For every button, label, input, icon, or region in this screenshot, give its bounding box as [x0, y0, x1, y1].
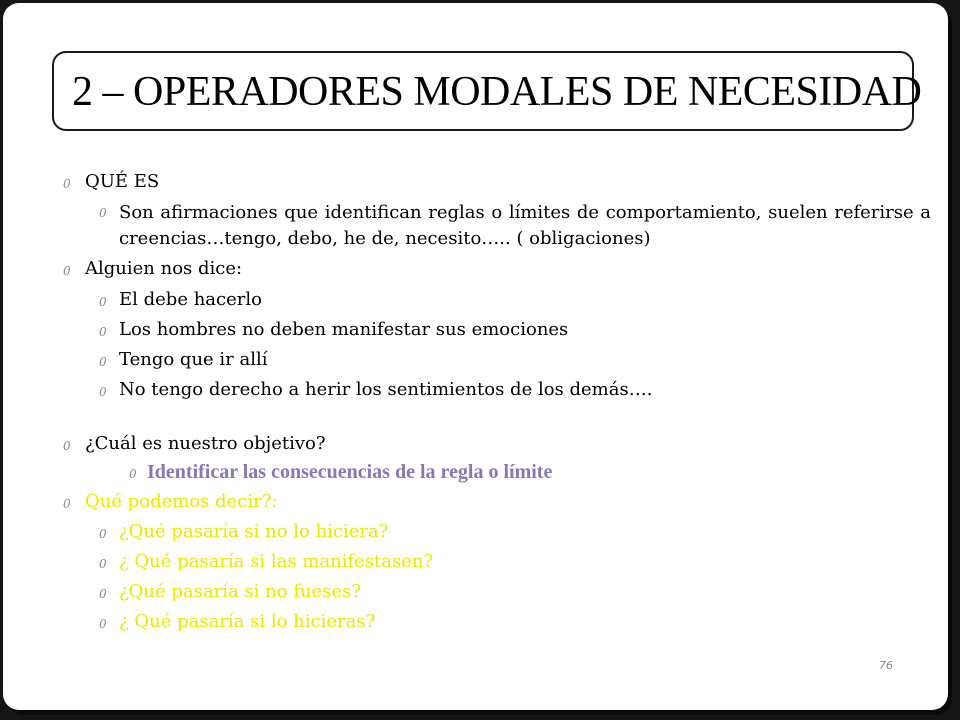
ejemplo-item: [63, 319, 933, 349]
ejemplo-item: [63, 349, 933, 379]
ejemplo-text: Tengo que ir allí: [119, 349, 268, 370]
bullet-marker: 0: [99, 385, 107, 399]
bullet-marker: 0: [63, 497, 71, 511]
bullet-decir: [63, 491, 933, 521]
bullet-text: Qué podemos decir?:: [85, 491, 278, 512]
bullet-marker: 0: [63, 439, 71, 453]
bullet-text: Son afirmaciones que identifican reglas o límites de comportamiento, suelen referirse a creencias…tengo, debo, he de, necesito….. ( obligaciones): [119, 202, 931, 249]
bullet-marker: 0: [99, 355, 107, 369]
slide: [3, 3, 948, 710]
bullet-marker: 0: [99, 557, 107, 571]
page-number: 76: [879, 659, 893, 672]
pregunta-text: ¿Qué pasaría si no lo hiciera?: [119, 521, 389, 542]
bullet-marker: 0: [99, 527, 107, 541]
slide-content: [63, 171, 933, 641]
bullet-marker: 0: [99, 206, 107, 220]
bullet-definicion: [63, 200, 933, 258]
bullet-marker: 0: [99, 617, 107, 631]
bullet-objetivo-pregunta: [63, 433, 933, 461]
bullet-text: Alguien nos dice:: [85, 258, 243, 279]
bullet-text: QUÉ ES: [85, 171, 160, 192]
bullet-marker: 0: [99, 295, 107, 309]
bullet-alguien: [63, 258, 933, 288]
ejemplo-text: No tengo derecho a herir los sentimientos de los demás….: [119, 379, 653, 400]
slide-title: 2 – OPERADORES MODALES DE NECESIDAD: [72, 69, 922, 115]
pregunta-text: ¿ Qué pasaría si lo hicieras?: [119, 611, 376, 632]
pregunta-item: [63, 551, 933, 581]
ejemplo-text: El debe hacerlo: [119, 289, 262, 310]
bullet-marker: 0: [99, 325, 107, 339]
bullet-marker: 0: [129, 467, 137, 481]
pregunta-item: [63, 521, 933, 551]
pregunta-text: ¿ Qué pasaría si las manifestasen?: [119, 551, 434, 572]
pregunta-text: ¿Qué pasaría si no fueses?: [119, 581, 361, 602]
ejemplo-item: [63, 289, 933, 319]
pregunta-item: [63, 581, 933, 611]
bullet-que-es: [63, 171, 933, 201]
ejemplo-item: [63, 379, 933, 433]
bullet-marker: 0: [63, 264, 71, 278]
bullet-text: ¿Cuál es nuestro objetivo?: [85, 433, 326, 454]
bullet-marker: 0: [63, 177, 71, 191]
objetivo-text: Identificar las consecuencias de la regla o límite: [147, 461, 553, 483]
title-box: [52, 51, 922, 131]
pregunta-item: [63, 611, 933, 641]
bullet-marker: 0: [99, 587, 107, 601]
ejemplo-text: Los hombres no deben manifestar sus emociones: [119, 319, 569, 340]
objetivo-item: [63, 461, 933, 491]
